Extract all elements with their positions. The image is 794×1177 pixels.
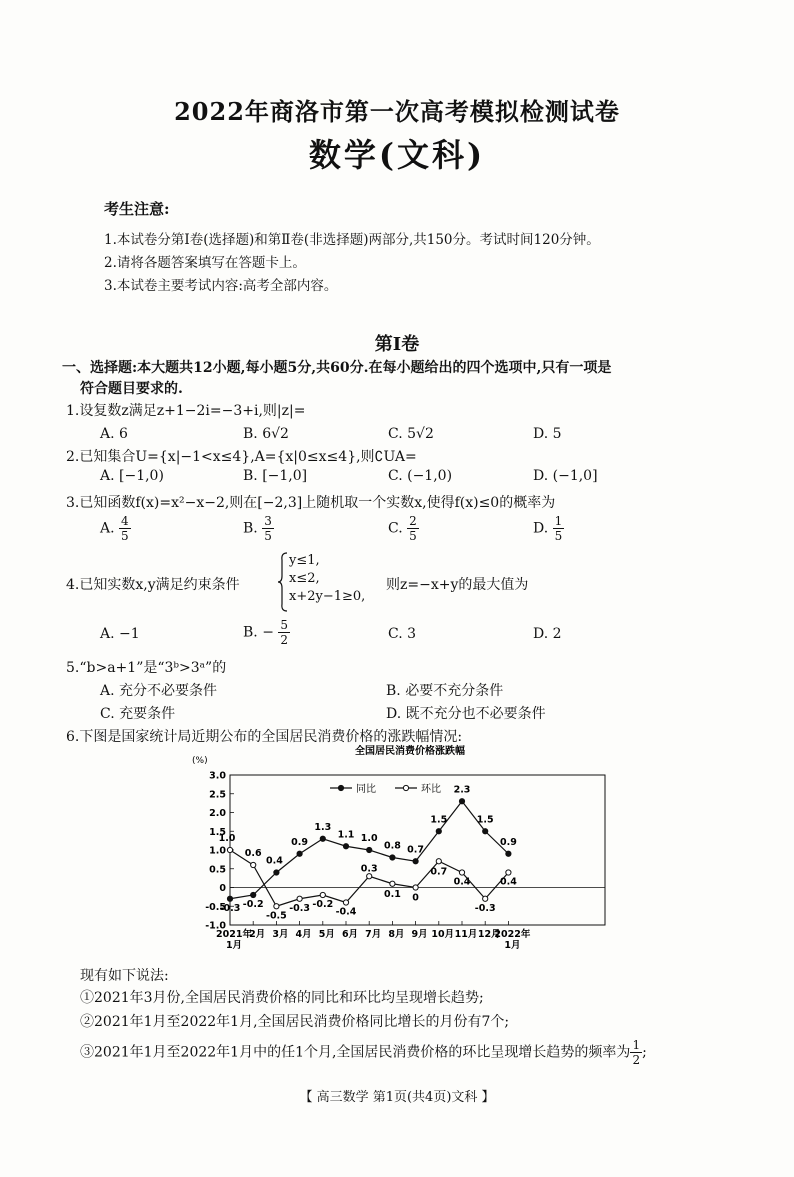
data-point-mom [320, 892, 325, 897]
notice-heading: 考生注意: [104, 200, 170, 218]
data-point-mom [343, 900, 348, 905]
data-label-mom: 1.0 [218, 833, 236, 844]
q3-option-a [100, 514, 131, 543]
data-point-yoy [227, 896, 232, 901]
data-point-mom [227, 847, 232, 852]
data-label-yoy: 0.9 [291, 836, 309, 848]
q5-option-d: D. 既不充分也不必要条件 [386, 706, 546, 722]
statement-2: ②2021年1月至2022年1月,全国居民消费价格同比增长的月份有7个; [80, 1014, 510, 1030]
y-tick-label: 0.5 [209, 864, 226, 876]
q4-option-a: A. −1 [100, 626, 140, 642]
x-tick-label: 2022年 [494, 929, 531, 940]
data-point-yoy [390, 855, 395, 860]
legend [330, 782, 441, 795]
fraction [630, 1038, 642, 1067]
data-point-mom [483, 896, 488, 901]
statement-3-end: ; [642, 1044, 647, 1061]
q4-option-c: C. 3 [388, 626, 417, 642]
data-label-mom: 0.7 [430, 866, 448, 878]
constraint-1: y≤1, [289, 553, 320, 568]
brace-icon [278, 552, 288, 612]
data-label-mom: 0.6 [244, 848, 262, 859]
denominator: 2 [280, 633, 289, 647]
y-tick-label: 2.5 [209, 789, 226, 801]
data-label-mom: -0.2 [312, 899, 334, 910]
section-instruction-cont: 符合题目要求的. [80, 381, 183, 397]
x-tick-label: 3月 [272, 929, 289, 940]
data-label-mom: -0.4 [335, 906, 357, 918]
numerator: 1 [554, 514, 563, 528]
question-1-stem: 1.设复数z满足z+1−2i=−3+i,则|z|= [66, 403, 306, 419]
option-label: C. [388, 520, 403, 537]
y-tick-label: 0 [219, 883, 226, 894]
q3-option-b [243, 514, 274, 543]
option-label: A. [100, 520, 115, 537]
q2-option-c: C. (−1,0) [388, 468, 453, 484]
data-label-mom: 0.4 [499, 876, 517, 888]
data-label-yoy: 1.0 [360, 833, 378, 844]
denominator: 5 [554, 529, 563, 543]
data-label-mom: 0 [412, 892, 419, 904]
x-tick-label: 2月 [249, 929, 266, 940]
constraint-system [289, 552, 365, 606]
exam-subject: 数学(文科) [308, 136, 486, 174]
q2-option-b: B. [−1,0] [243, 468, 308, 484]
q4-option-b [243, 618, 290, 647]
y-tick-label: 2.0 [209, 808, 226, 819]
x-tick-label: 11月 [454, 929, 478, 940]
q5-option-c: C. 充要条件 [100, 706, 176, 722]
data-point-yoy [297, 851, 302, 856]
x-tick-label: 8月 [388, 929, 405, 940]
data-label-mom: 0.1 [383, 888, 401, 900]
legend-label: 同比 [356, 784, 376, 795]
data-label-yoy: 1.1 [337, 829, 355, 841]
denominator: 5 [409, 529, 417, 543]
q3-option-c [388, 514, 419, 543]
x-tick-label: 5月 [318, 929, 335, 940]
question-2-stem: 2.已知集合U={x|−1<x≤4},A={x|0≤x≤4},则∁UA= [66, 449, 417, 465]
y-tick-label: 1.0 [209, 845, 226, 857]
q1-option-d: D. 5 [533, 426, 562, 442]
notice-item: 2.请将各题答案填写在答题卡上。 [104, 255, 306, 271]
q5-option-b: B. 必要不充分条件 [386, 683, 504, 699]
numerator: 5 [280, 618, 289, 632]
numerator: 4 [121, 514, 129, 528]
data-label-mom: -0.3 [289, 902, 310, 914]
y-axis-label: (%) [192, 756, 208, 766]
q2-option-a: A. [−1,0) [100, 468, 164, 484]
data-point-mom [274, 904, 279, 909]
numerator: 3 [264, 514, 272, 528]
x-tick-label: 1月 [225, 940, 243, 951]
q4-option-d: D. 2 [533, 626, 562, 642]
fraction [278, 618, 290, 647]
data-point-mom [413, 885, 418, 890]
q1-option-c: C. 5√2 [388, 426, 434, 442]
exam-title: 2022年商洛市第一次高考模拟检测试卷 [174, 97, 620, 126]
question-4-objective: 则z=−x+y的最大值为 [386, 577, 529, 593]
data-point-yoy [506, 851, 511, 856]
data-point-mom [251, 862, 256, 867]
data-label-yoy: 0.9 [499, 836, 517, 848]
data-label-yoy: -0.2 [242, 899, 264, 910]
x-tick-label: 4月 [295, 929, 312, 940]
option-label: D. [533, 520, 549, 537]
numerator: 1 [632, 1038, 641, 1052]
notice-item: 1.本试卷分第Ⅰ卷(选择题)和第Ⅱ卷(非选择题)两部分,共150分。考试时间120分钟。 [104, 232, 600, 248]
data-label-yoy: 0.7 [407, 844, 425, 856]
section-instruction: 一、选择题:本大题共12小题,每小题5分,共60分.在每小题给出的四个选项中,只有一项是 [62, 360, 612, 376]
denominator: 5 [264, 529, 272, 543]
fraction [407, 514, 419, 543]
y-tick-label: -0.5 [205, 901, 226, 913]
q3-option-d [533, 514, 564, 543]
data-label-mom: -0.5 [266, 910, 287, 922]
q1-option-b: B. 6√2 [243, 426, 289, 442]
data-point-mom [367, 874, 372, 879]
data-label-mom: -0.3 [474, 902, 496, 914]
data-point-yoy [343, 844, 348, 849]
x-tick-label: 7月 [365, 929, 382, 940]
section-title: 第Ⅰ卷 [374, 334, 420, 355]
statements-intro: 现有如下说法: [80, 968, 169, 984]
denominator: 5 [121, 529, 129, 543]
x-tick-label: 12月 [477, 929, 501, 940]
data-label-yoy: -0.3 [219, 902, 241, 914]
data-label-mom: 0.3 [360, 863, 378, 875]
cpi-line-chart [180, 740, 610, 960]
data-point-mom [390, 881, 395, 886]
y-tick-label: -1.0 [205, 920, 226, 932]
constraint-2: x≤2, [289, 571, 320, 586]
data-label-yoy: 1.5 [476, 814, 494, 826]
question-6-stem: 6.下图是国家统计局近期公布的全国居民消费价格的涨跌幅情况: [66, 729, 463, 745]
statement-3-text: ③2021年1月至2022年1月中的任1个月,全国居民消费价格的环比呈现增长趋势的频率为 [80, 1044, 631, 1061]
fraction [553, 514, 565, 543]
data-label-yoy: 0.4 [265, 855, 283, 867]
data-point-mom [297, 896, 302, 901]
data-label-yoy: 0.8 [383, 840, 401, 852]
x-tick-label: 6月 [341, 929, 359, 940]
q1-option-a: A. 6 [100, 426, 128, 442]
data-point-yoy [413, 859, 418, 864]
y-tick-label: 1.5 [209, 826, 226, 838]
data-point-yoy [459, 799, 464, 804]
notice-item: 3.本试卷主要考试内容:高考全部内容。 [104, 278, 338, 294]
data-label-mom: 0.4 [453, 876, 471, 888]
x-tick-label: 9月 [411, 929, 428, 940]
option-label: B. [243, 520, 258, 537]
statement-3 [80, 1038, 647, 1067]
series-group [219, 784, 518, 921]
data-label-yoy: 2.3 [453, 784, 471, 796]
option-label: B. − [243, 624, 274, 641]
legend-label: 环比 [421, 784, 441, 795]
legend-marker [338, 785, 343, 790]
data-point-yoy [436, 829, 441, 834]
data-point-yoy [367, 847, 372, 852]
chart-title: 全国居民消费价格涨跌幅 [355, 746, 465, 757]
x-tick-label: 1月 [504, 940, 521, 951]
data-point-yoy [320, 836, 325, 841]
data-point-yoy [483, 829, 488, 834]
legend-marker [403, 785, 408, 790]
data-point-yoy [274, 870, 279, 875]
x-tick-label: 2021年 [216, 929, 252, 940]
question-3-stem: 3.已知函数f(x)=x²−x−2,则在[−2,3]上随机取一个实数x,使得f(x)≤0的概率为 [66, 495, 556, 511]
data-point-mom [459, 870, 464, 875]
data-point-mom [506, 870, 511, 875]
y-tick-label: 3.0 [209, 770, 226, 782]
fraction [119, 514, 131, 543]
question-5-stem: 5.“b>a+1”是“3ᵇ>3ᵃ”的 [66, 660, 227, 676]
denominator: 2 [632, 1053, 641, 1067]
x-tick-label: 10月 [431, 929, 455, 940]
numerator: 2 [409, 514, 417, 528]
q2-option-d: D. (−1,0] [533, 468, 598, 484]
constraint-3: x+2y−1≥0, [289, 589, 366, 604]
fraction [262, 514, 274, 543]
statement-1: ①2021年3月份,全国居民消费价格的同比和环比均呈现增长趋势; [80, 990, 484, 1006]
page-footer: 【 高三数学 第1页(共4页)文科 】 [299, 1090, 495, 1105]
data-point-yoy [251, 892, 256, 897]
q5-option-a: A. 充分不必要条件 [100, 683, 218, 699]
data-label-yoy: 1.3 [314, 821, 332, 833]
question-4-stem: 4.已知实数x,y满足约束条件 [66, 577, 240, 593]
data-label-yoy: 1.5 [430, 814, 448, 826]
data-point-mom [436, 859, 441, 864]
